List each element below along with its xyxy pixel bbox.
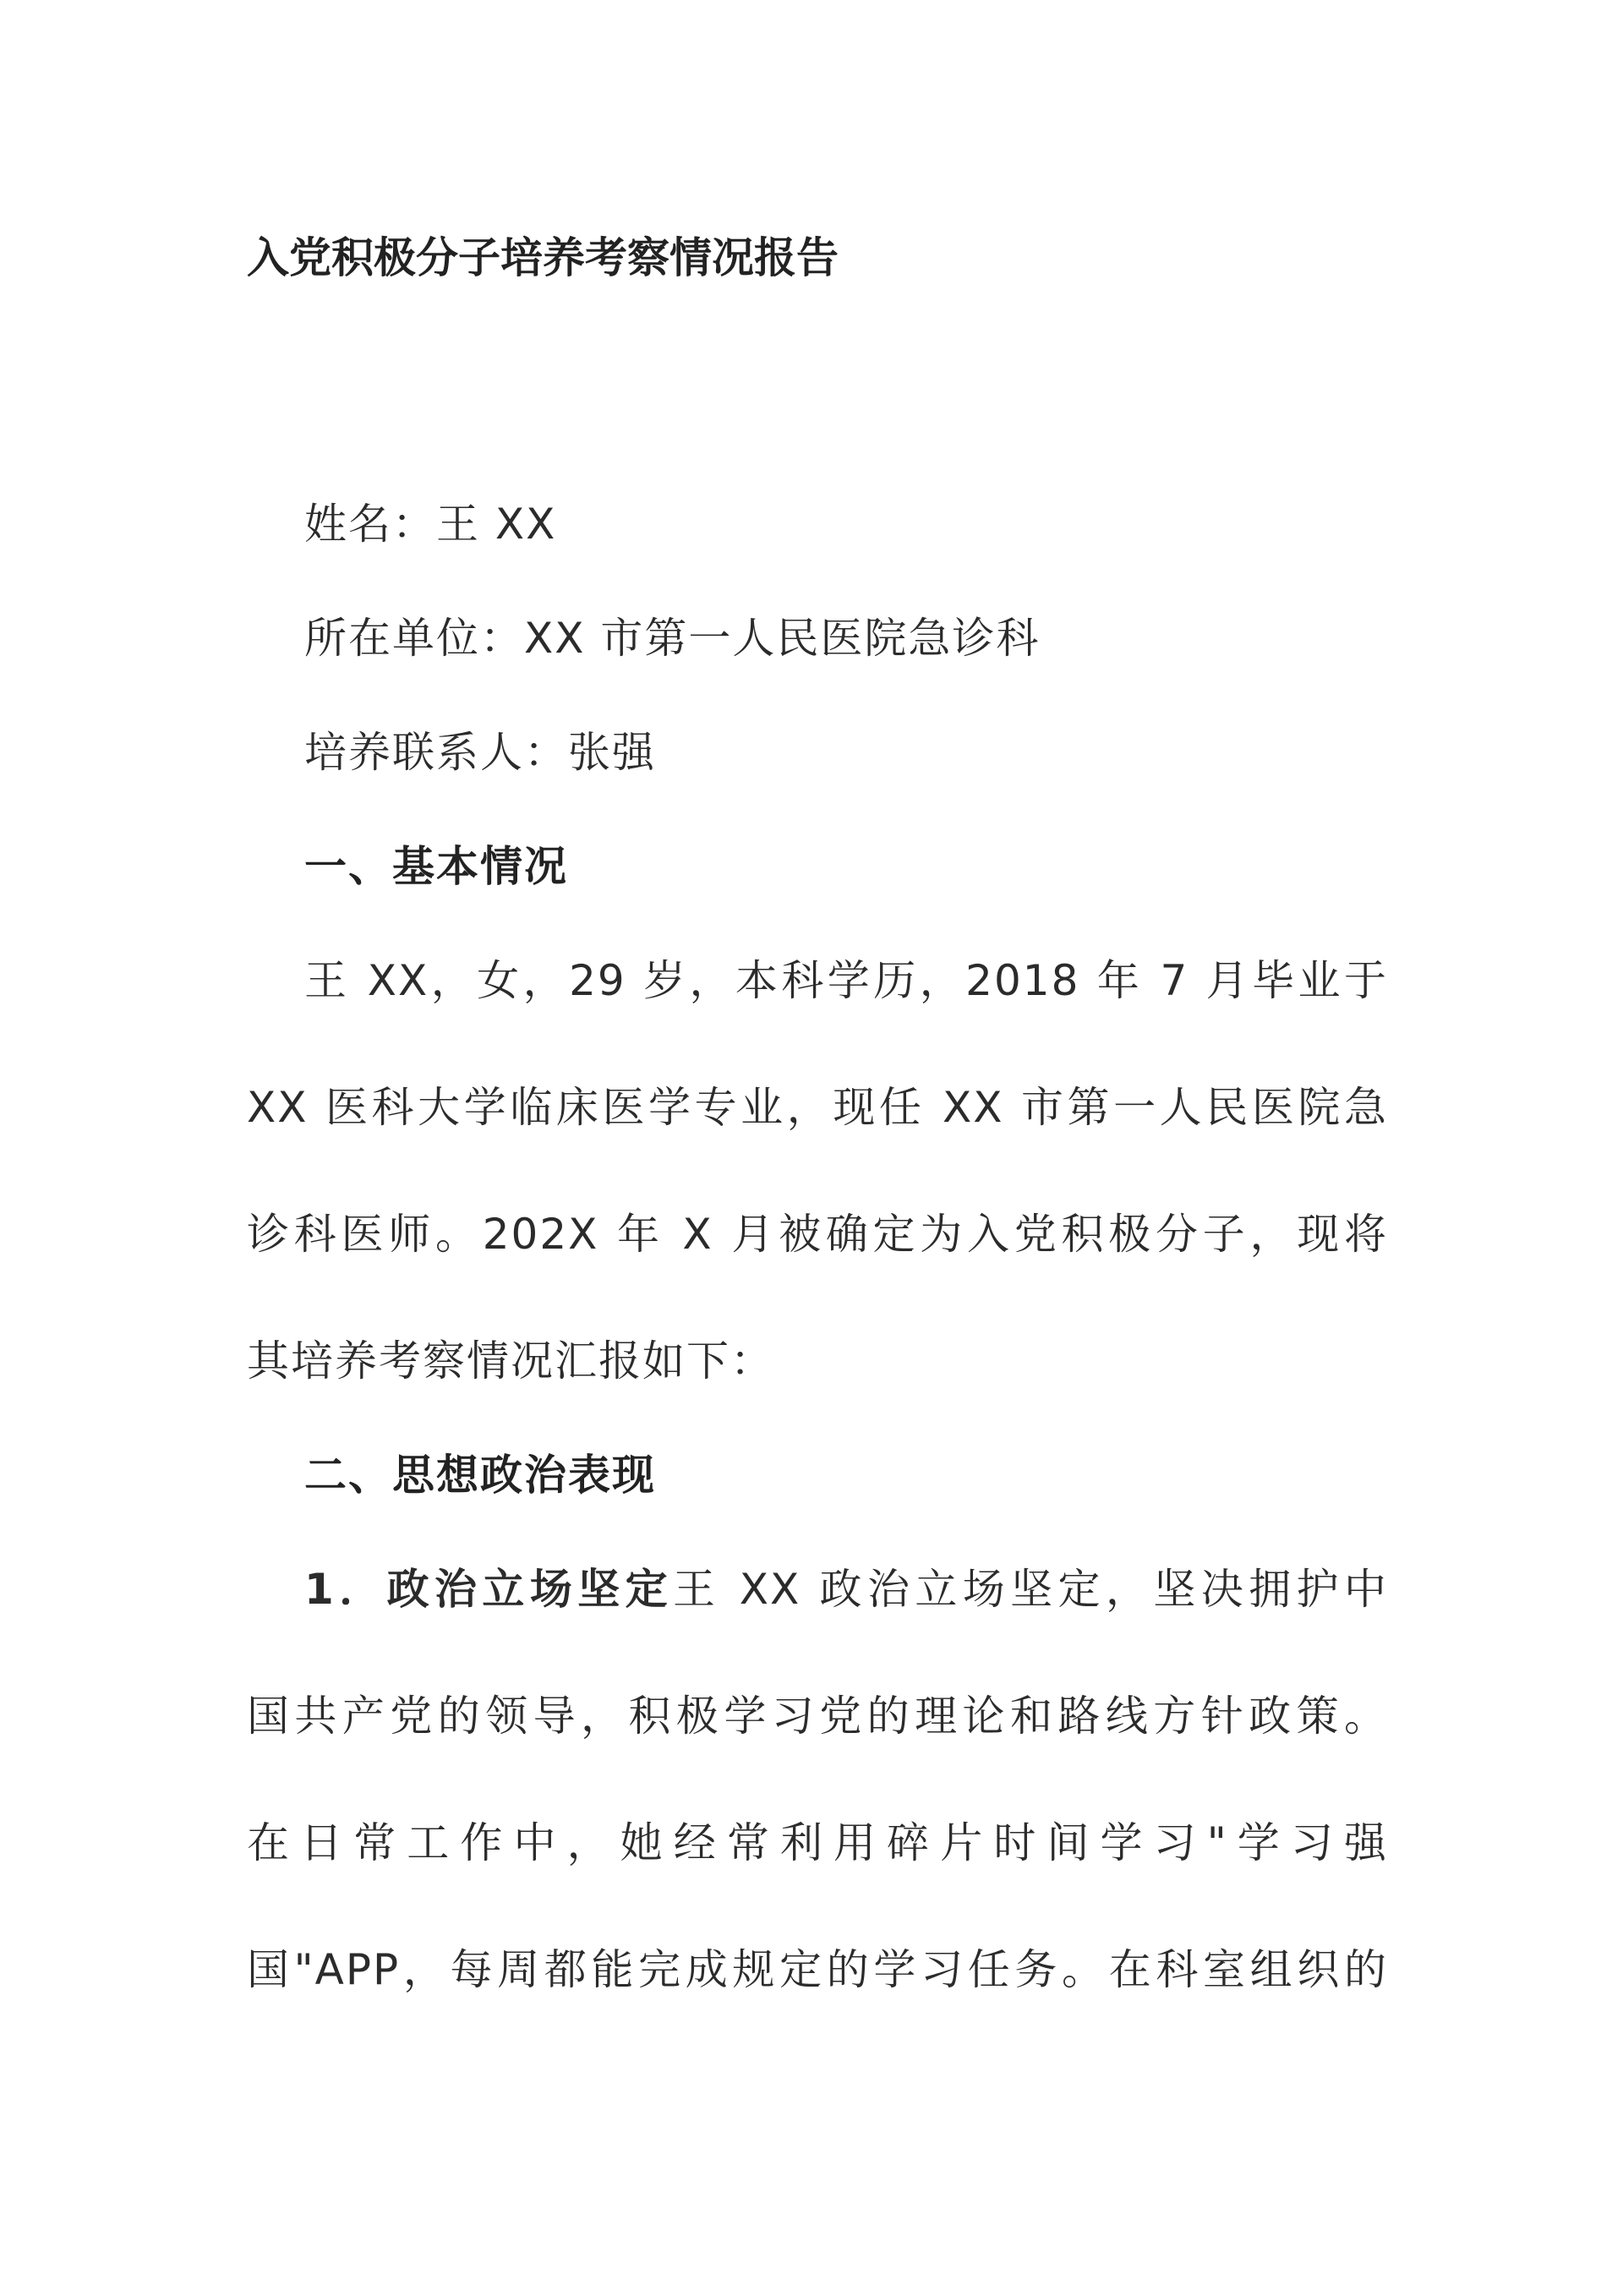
section-heading-basic: 一、基本情况: [304, 842, 568, 891]
paragraph-line: 诊科医师。202X 年 X 月被确定为入党积极分子，现将: [247, 1210, 1388, 1259]
section-heading-political: 二、思想政治表现: [304, 1451, 656, 1500]
paragraph-line: 王 XX，女，29 岁，本科学历，2018 年 7 月毕业于: [304, 956, 1388, 1005]
paragraph-line: 国"APP，每周都能完成规定的学习任务。在科室组织的: [247, 1945, 1388, 1994]
paragraph-line: 国共产党的领导，积极学习党的理论和路线方针政策。: [247, 1692, 1388, 1741]
field-name: 姓名：王 XX: [304, 500, 557, 549]
item-text: 王 XX 政治立场坚定，坚决拥护中: [673, 1565, 1388, 1614]
paragraph-line: 其培养考察情况汇报如下：: [247, 1337, 774, 1386]
paragraph-line: [304, 1560, 1388, 1619]
field-contact: 培养联系人：张强: [304, 728, 656, 777]
document-title: 入党积极分子培养考察情况报告: [247, 233, 839, 282]
field-unit: 所在单位：XX 市第一人民医院急诊科: [304, 614, 1041, 663]
item-label: 1．政治立场坚定: [304, 1565, 674, 1614]
paragraph-line: 在日常工作中，她经常利用碎片时间学习"学习强: [247, 1818, 1388, 1867]
paragraph-line: XX 医科大学临床医学专业，现任 XX 市第一人民医院急: [247, 1083, 1388, 1132]
